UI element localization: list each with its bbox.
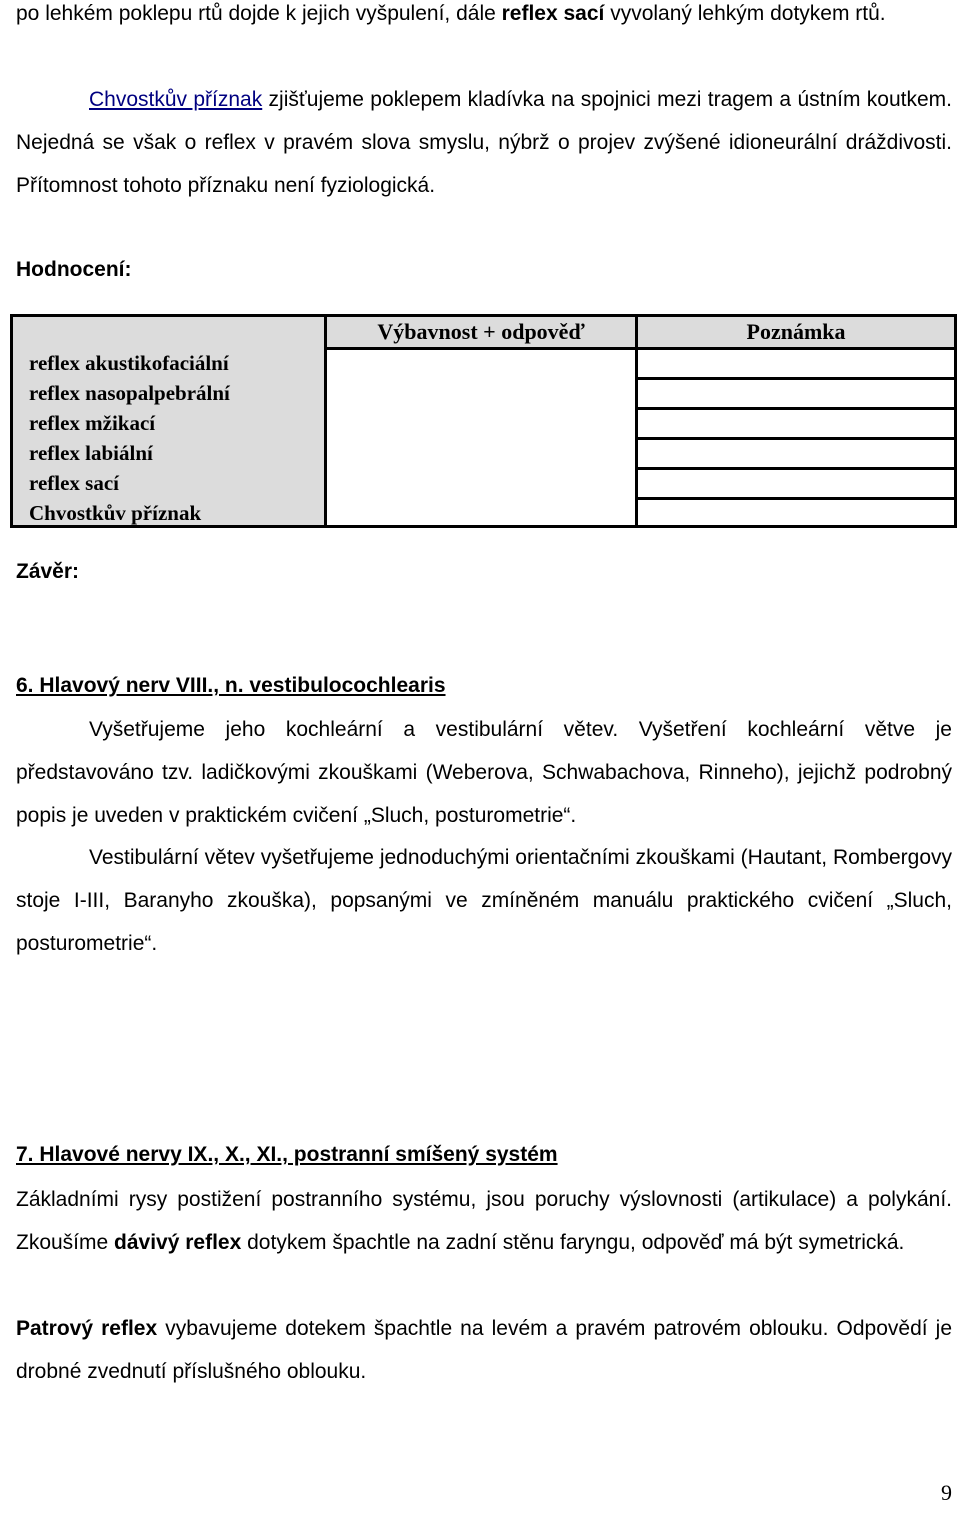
table-row: reflex sací — [29, 471, 119, 495]
table-cell-poznamka[interactable] — [638, 470, 954, 497]
table-row: Chvostkův příznak — [29, 501, 202, 525]
table-cell-poznamka[interactable] — [638, 500, 954, 525]
page-number: 9 — [941, 1480, 952, 1505]
hodnoceni-label: Hodnocení: — [16, 258, 132, 281]
table-header-poznamka: Poznámka — [638, 317, 954, 347]
table-cell-poznamka[interactable] — [638, 380, 954, 407]
section-6-title: 6. Hlavový nerv VIII., n. vestibulocochlearis — [16, 674, 446, 697]
table-row: reflex mžikací — [29, 411, 156, 435]
table-row-labels-cell — [13, 317, 324, 525]
table-cell-poznamka[interactable] — [638, 350, 954, 377]
table-header-vybavnost: Výbavnost + odpověď — [327, 317, 635, 347]
section-7-paragraph-2: Patrový reflex vybavujeme dotekem špachtle na levém a pravém patrovém oblouku. Odpovědí je drobné zvednutí příslušného oblouku. — [16, 1317, 952, 1383]
term-patrovy-reflex: Patrový reflex — [16, 1317, 158, 1340]
table-cell-poznamka[interactable] — [638, 410, 954, 437]
evaluation-table — [10, 314, 957, 528]
table-row: reflex akustikofaciální — [29, 351, 229, 375]
paragraph-chvostek: Chvostkův příznak zjišťujeme poklepem kladívka na spojnici mezi tragem a ústním koutkem. Nejedná se však o reflex v pravém slova smyslu, nýbrž o projev zvýšené idioneurální dráždivosti. Přítomnost tohoto příznaku není fyziologická. — [16, 88, 952, 197]
zaver-label: Závěr: — [16, 560, 80, 583]
section-7-paragraph-1: Základními rysy postižení postranního systému, jsou poruchy výslovnosti (artikulace) a polykání. Zkoušíme dávivý reflex dotykem špachtle na zadní stěnu faryngu, odpověď má být symetrická. — [16, 1188, 952, 1254]
table-cell-poznamka[interactable] — [638, 440, 954, 467]
section-6-paragraph-1: Vyšetřujeme jeho kochleární a vestibulární větev. Vyšetření kochleární větve je představováno tzv. ladičkovými zkouškami (Weberova, Schwabachova, Rinneho), jejichž podrobný popis je uveden v praktickém cvičení „Sluch, posturometrie“. — [16, 718, 952, 827]
paragraph-reflex-saci: po lehkém poklepu rtů dojde k jejich vyšpulení, dále reflex sací vyvolaný lehkým dotykem rtů. — [16, 2, 886, 25]
section-6-paragraph-2: Vestibulární větev vyšetřujeme jednoduchými orientačními zkouškami (Hautant, Rombergovy stoje I-III, Baranyho zkouška), popsanými ve zmíněném manuálu praktického cvičení „Sluch, posturometrie“. — [16, 846, 952, 955]
table-cell-vybavnost[interactable] — [327, 350, 635, 525]
term-reflex-saci: reflex sací — [501, 2, 605, 25]
table-row: reflex nasopalpebrální — [29, 381, 230, 405]
section-7-title: 7. Hlavové nervy IX., X., XI., postranní smíšený systém — [16, 1143, 558, 1166]
table-row: reflex labiální — [29, 441, 153, 465]
term-davivy-reflex: dávivý reflex — [114, 1231, 242, 1254]
chvostek-link[interactable]: Chvostkův příznak — [89, 88, 263, 111]
